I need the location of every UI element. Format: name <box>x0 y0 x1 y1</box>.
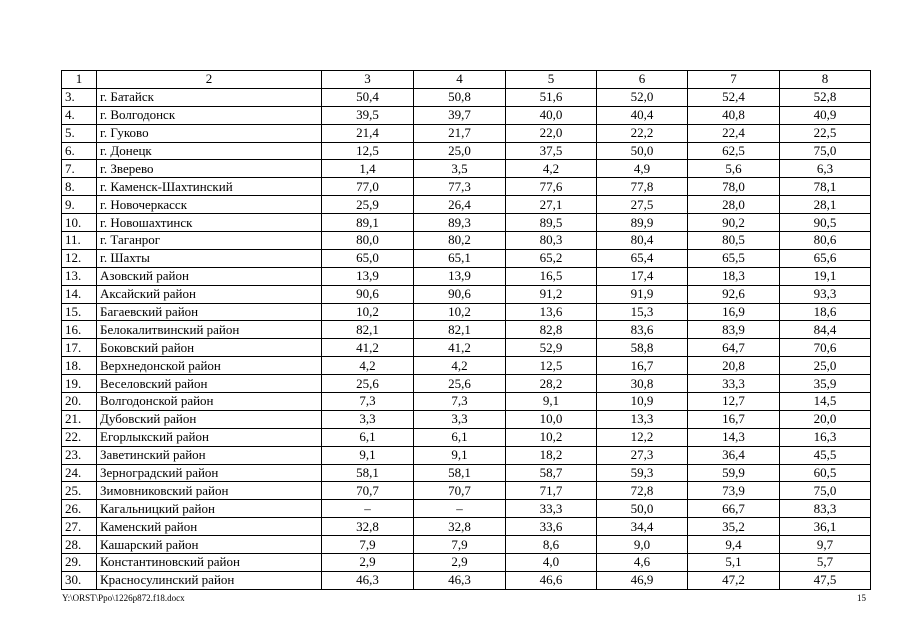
value-cell: 27,5 <box>597 196 688 214</box>
value-cell: 33,6 <box>506 518 597 536</box>
value-cell: – <box>322 500 414 518</box>
value-cell: 91,2 <box>506 285 597 303</box>
value-cell: 7,9 <box>414 536 506 554</box>
row-number-cell: 22. <box>62 428 97 446</box>
value-cell: 16,7 <box>597 357 688 375</box>
district-name-cell: Кагальницкий район <box>97 500 322 518</box>
district-name-cell: г. Новошахтинск <box>97 214 322 232</box>
column-header: 4 <box>414 71 506 89</box>
value-cell: 46,9 <box>597 571 688 589</box>
table-row <box>62 88 871 106</box>
row-number-cell: 20. <box>62 393 97 411</box>
district-name-cell: Заветинский район <box>97 446 322 464</box>
table-row <box>62 285 871 303</box>
value-cell: 16,3 <box>780 428 871 446</box>
row-number-cell: 9. <box>62 196 97 214</box>
value-cell: 58,7 <box>506 464 597 482</box>
value-cell: 25,6 <box>322 375 414 393</box>
row-number-cell: 13. <box>62 267 97 285</box>
value-cell: 34,4 <box>597 518 688 536</box>
value-cell: 83,9 <box>688 321 780 339</box>
value-cell: 12,5 <box>506 357 597 375</box>
table-row <box>62 554 871 572</box>
value-cell: 13,9 <box>414 267 506 285</box>
value-cell: 47,5 <box>780 571 871 589</box>
row-number-cell: 10. <box>62 214 97 232</box>
district-name-cell: Аксайский район <box>97 285 322 303</box>
table-row <box>62 106 871 124</box>
table-row <box>62 267 871 285</box>
value-cell: 10,2 <box>414 303 506 321</box>
value-cell: 65,2 <box>506 249 597 267</box>
district-name-cell: Кашарский район <box>97 536 322 554</box>
value-cell: 25,0 <box>780 357 871 375</box>
value-cell: 83,6 <box>597 321 688 339</box>
value-cell: 10,0 <box>506 410 597 428</box>
row-number-cell: 30. <box>62 571 97 589</box>
value-cell: 91,9 <box>597 285 688 303</box>
value-cell: 19,1 <box>780 267 871 285</box>
value-cell: 36,4 <box>688 446 780 464</box>
district-name-cell: Верхнедонской район <box>97 357 322 375</box>
value-cell: 14,3 <box>688 428 780 446</box>
value-cell: 9,0 <box>597 536 688 554</box>
value-cell: 73,9 <box>688 482 780 500</box>
table-row <box>62 428 871 446</box>
value-cell: 41,2 <box>322 339 414 357</box>
table-row <box>62 393 871 411</box>
value-cell: 1,4 <box>322 160 414 178</box>
value-cell: 21,4 <box>322 124 414 142</box>
value-cell: 3,3 <box>414 410 506 428</box>
value-cell: 80,3 <box>506 232 597 250</box>
row-number-cell: 29. <box>62 554 97 572</box>
value-cell: 4,0 <box>506 554 597 572</box>
value-cell: 17,4 <box>597 267 688 285</box>
value-cell: 70,6 <box>780 339 871 357</box>
column-header: 7 <box>688 71 780 89</box>
district-name-cell: г. Гуково <box>97 124 322 142</box>
value-cell: 75,0 <box>780 142 871 160</box>
table-row <box>62 196 871 214</box>
row-number-cell: 12. <box>62 249 97 267</box>
row-number-cell: 4. <box>62 106 97 124</box>
value-cell: 3,5 <box>414 160 506 178</box>
value-cell: 92,6 <box>688 285 780 303</box>
value-cell: 89,3 <box>414 214 506 232</box>
data-table <box>61 70 871 590</box>
value-cell: 35,9 <box>780 375 871 393</box>
value-cell: 18,6 <box>780 303 871 321</box>
value-cell: 65,1 <box>414 249 506 267</box>
value-cell: 28,1 <box>780 196 871 214</box>
row-number-cell: 21. <box>62 410 97 428</box>
value-cell: 46,3 <box>322 571 414 589</box>
value-cell: 25,0 <box>414 142 506 160</box>
row-number-cell: 24. <box>62 464 97 482</box>
value-cell: 32,8 <box>322 518 414 536</box>
value-cell: 13,9 <box>322 267 414 285</box>
value-cell: 22,0 <box>506 124 597 142</box>
value-cell: 12,5 <box>322 142 414 160</box>
value-cell: 20,0 <box>780 410 871 428</box>
value-cell: 37,5 <box>506 142 597 160</box>
value-cell: 15,3 <box>597 303 688 321</box>
value-cell: 50,0 <box>597 142 688 160</box>
value-cell: 52,0 <box>597 88 688 106</box>
value-cell: 9,1 <box>414 446 506 464</box>
row-number-cell: 25. <box>62 482 97 500</box>
value-cell: 22,5 <box>780 124 871 142</box>
value-cell: 58,8 <box>597 339 688 357</box>
district-name-cell: Константиновский район <box>97 554 322 572</box>
value-cell: 30,8 <box>597 375 688 393</box>
table-row <box>62 232 871 250</box>
row-number-cell: 18. <box>62 357 97 375</box>
value-cell: 80,5 <box>688 232 780 250</box>
value-cell: 28,0 <box>688 196 780 214</box>
value-cell: 16,7 <box>688 410 780 428</box>
value-cell: 40,8 <box>688 106 780 124</box>
value-cell: 77,3 <box>414 178 506 196</box>
table-row <box>62 178 871 196</box>
district-name-cell: Боковский район <box>97 339 322 357</box>
value-cell: 77,6 <box>506 178 597 196</box>
value-cell: 5,6 <box>688 160 780 178</box>
table-row <box>62 214 871 232</box>
value-cell: 41,2 <box>414 339 506 357</box>
value-cell: 7,3 <box>414 393 506 411</box>
value-cell: 36,1 <box>780 518 871 536</box>
value-cell: 50,8 <box>414 88 506 106</box>
district-name-cell: Веселовский район <box>97 375 322 393</box>
row-number-cell: 14. <box>62 285 97 303</box>
district-name-cell: Дубовский район <box>97 410 322 428</box>
value-cell: 80,2 <box>414 232 506 250</box>
value-cell: 4,2 <box>506 160 597 178</box>
value-cell: 90,5 <box>780 214 871 232</box>
value-cell: 71,7 <box>506 482 597 500</box>
district-name-cell: г. Шахты <box>97 249 322 267</box>
column-header: 2 <box>97 71 322 89</box>
value-cell: 2,9 <box>414 554 506 572</box>
value-cell: 90,6 <box>414 285 506 303</box>
table-row <box>62 500 871 518</box>
column-header: 1 <box>62 71 97 89</box>
value-cell: 18,3 <box>688 267 780 285</box>
value-cell: 80,6 <box>780 232 871 250</box>
value-cell: 25,9 <box>322 196 414 214</box>
value-cell: 5,7 <box>780 554 871 572</box>
value-cell: 9,1 <box>322 446 414 464</box>
table-row <box>62 160 871 178</box>
table-row <box>62 357 871 375</box>
page-number: 15 <box>857 593 866 603</box>
district-name-cell: г. Волгодонск <box>97 106 322 124</box>
value-cell: 65,5 <box>688 249 780 267</box>
value-cell: 75,0 <box>780 482 871 500</box>
value-cell: 40,0 <box>506 106 597 124</box>
row-number-cell: 5. <box>62 124 97 142</box>
value-cell: 77,0 <box>322 178 414 196</box>
value-cell: 3,3 <box>322 410 414 428</box>
value-cell: 25,6 <box>414 375 506 393</box>
district-name-cell: г. Батайск <box>97 88 322 106</box>
value-cell: 4,2 <box>322 357 414 375</box>
district-name-cell: Азовский район <box>97 267 322 285</box>
value-cell: 6,3 <box>780 160 871 178</box>
value-cell: 80,4 <box>597 232 688 250</box>
district-name-cell: г. Новочеркасск <box>97 196 322 214</box>
value-cell: 77,8 <box>597 178 688 196</box>
district-name-cell: г. Зверево <box>97 160 322 178</box>
value-cell: 4,6 <box>597 554 688 572</box>
value-cell: 5,1 <box>688 554 780 572</box>
value-cell: 64,7 <box>688 339 780 357</box>
value-cell: 12,7 <box>688 393 780 411</box>
value-cell: 27,3 <box>597 446 688 464</box>
value-cell: 45,5 <box>780 446 871 464</box>
value-cell: 82,1 <box>322 321 414 339</box>
table-row <box>62 464 871 482</box>
value-cell: 14,5 <box>780 393 871 411</box>
table-row <box>62 339 871 357</box>
table-header-row <box>62 71 871 89</box>
row-number-cell: 15. <box>62 303 97 321</box>
row-number-cell: 3. <box>62 88 97 106</box>
value-cell: 83,3 <box>780 500 871 518</box>
row-number-cell: 28. <box>62 536 97 554</box>
value-cell: 40,9 <box>780 106 871 124</box>
value-cell: 60,5 <box>780 464 871 482</box>
value-cell: 6,1 <box>414 428 506 446</box>
row-number-cell: 23. <box>62 446 97 464</box>
district-name-cell: Зерноградский район <box>97 464 322 482</box>
value-cell: 33,3 <box>506 500 597 518</box>
value-cell: 93,3 <box>780 285 871 303</box>
row-number-cell: 19. <box>62 375 97 393</box>
value-cell: 10,9 <box>597 393 688 411</box>
value-cell: 16,9 <box>688 303 780 321</box>
value-cell: 21,7 <box>414 124 506 142</box>
value-cell: 72,8 <box>597 482 688 500</box>
value-cell: 26,4 <box>414 196 506 214</box>
row-number-cell: 17. <box>62 339 97 357</box>
value-cell: 33,3 <box>688 375 780 393</box>
value-cell: 82,1 <box>414 321 506 339</box>
value-cell: 89,5 <box>506 214 597 232</box>
value-cell: 28,2 <box>506 375 597 393</box>
value-cell: 4,2 <box>414 357 506 375</box>
value-cell: 8,6 <box>506 536 597 554</box>
value-cell: 89,9 <box>597 214 688 232</box>
value-cell: 7,9 <box>322 536 414 554</box>
value-cell: 2,9 <box>322 554 414 572</box>
district-name-cell: Волгодонской район <box>97 393 322 411</box>
value-cell: 6,1 <box>322 428 414 446</box>
value-cell: 22,2 <box>597 124 688 142</box>
value-cell: 51,6 <box>506 88 597 106</box>
value-cell: 50,0 <box>597 500 688 518</box>
table-row <box>62 124 871 142</box>
value-cell: 39,5 <box>322 106 414 124</box>
value-cell: – <box>414 500 506 518</box>
value-cell: 58,1 <box>322 464 414 482</box>
value-cell: 50,4 <box>322 88 414 106</box>
value-cell: 13,6 <box>506 303 597 321</box>
value-cell: 66,7 <box>688 500 780 518</box>
value-cell: 4,9 <box>597 160 688 178</box>
table-row <box>62 249 871 267</box>
value-cell: 52,9 <box>506 339 597 357</box>
table-row <box>62 142 871 160</box>
row-number-cell: 7. <box>62 160 97 178</box>
value-cell: 10,2 <box>322 303 414 321</box>
row-number-cell: 16. <box>62 321 97 339</box>
value-cell: 22,4 <box>688 124 780 142</box>
value-cell: 18,2 <box>506 446 597 464</box>
value-cell: 13,3 <box>597 410 688 428</box>
district-name-cell: Зимовниковский район <box>97 482 322 500</box>
value-cell: 32,8 <box>414 518 506 536</box>
table-row <box>62 321 871 339</box>
value-cell: 40,4 <box>597 106 688 124</box>
district-name-cell: Белокалитвинский район <box>97 321 322 339</box>
value-cell: 90,6 <box>322 285 414 303</box>
footer-file-path: Y:\ORST\Ppo\1226p872.f18.docx <box>62 593 185 603</box>
column-header: 6 <box>597 71 688 89</box>
value-cell: 7,3 <box>322 393 414 411</box>
value-cell: 84,4 <box>780 321 871 339</box>
row-number-cell: 8. <box>62 178 97 196</box>
value-cell: 46,3 <box>414 571 506 589</box>
value-cell: 52,4 <box>688 88 780 106</box>
value-cell: 46,6 <box>506 571 597 589</box>
district-name-cell: Каменский район <box>97 518 322 536</box>
column-header: 3 <box>322 71 414 89</box>
table-row <box>62 303 871 321</box>
value-cell: 90,2 <box>688 214 780 232</box>
value-cell: 78,1 <box>780 178 871 196</box>
value-cell: 89,1 <box>322 214 414 232</box>
value-cell: 9,1 <box>506 393 597 411</box>
value-cell: 20,8 <box>688 357 780 375</box>
value-cell: 52,8 <box>780 88 871 106</box>
value-cell: 78,0 <box>688 178 780 196</box>
row-number-cell: 27. <box>62 518 97 536</box>
value-cell: 65,6 <box>780 249 871 267</box>
row-number-cell: 26. <box>62 500 97 518</box>
district-name-cell: г. Донецк <box>97 142 322 160</box>
value-cell: 16,5 <box>506 267 597 285</box>
value-cell: 59,3 <box>597 464 688 482</box>
value-cell: 47,2 <box>688 571 780 589</box>
value-cell: 65,0 <box>322 249 414 267</box>
value-cell: 12,2 <box>597 428 688 446</box>
value-cell: 58,1 <box>414 464 506 482</box>
value-cell: 10,2 <box>506 428 597 446</box>
district-name-cell: Красносулинский район <box>97 571 322 589</box>
value-cell: 62,5 <box>688 142 780 160</box>
column-header: 5 <box>506 71 597 89</box>
value-cell: 27,1 <box>506 196 597 214</box>
column-header: 8 <box>780 71 871 89</box>
district-name-cell: г. Каменск-Шахтинский <box>97 178 322 196</box>
value-cell: 9,7 <box>780 536 871 554</box>
table-row <box>62 482 871 500</box>
district-name-cell: г. Таганрог <box>97 232 322 250</box>
table-row <box>62 518 871 536</box>
row-number-cell: 11. <box>62 232 97 250</box>
value-cell: 80,0 <box>322 232 414 250</box>
table-row <box>62 446 871 464</box>
table-row <box>62 375 871 393</box>
district-name-cell: Егорлыкский район <box>97 428 322 446</box>
value-cell: 59,9 <box>688 464 780 482</box>
table-row <box>62 410 871 428</box>
value-cell: 35,2 <box>688 518 780 536</box>
value-cell: 70,7 <box>414 482 506 500</box>
value-cell: 70,7 <box>322 482 414 500</box>
table-row <box>62 536 871 554</box>
value-cell: 65,4 <box>597 249 688 267</box>
value-cell: 82,8 <box>506 321 597 339</box>
value-cell: 9,4 <box>688 536 780 554</box>
district-name-cell: Багаевский район <box>97 303 322 321</box>
row-number-cell: 6. <box>62 142 97 160</box>
value-cell: 39,7 <box>414 106 506 124</box>
table-row <box>62 571 871 589</box>
